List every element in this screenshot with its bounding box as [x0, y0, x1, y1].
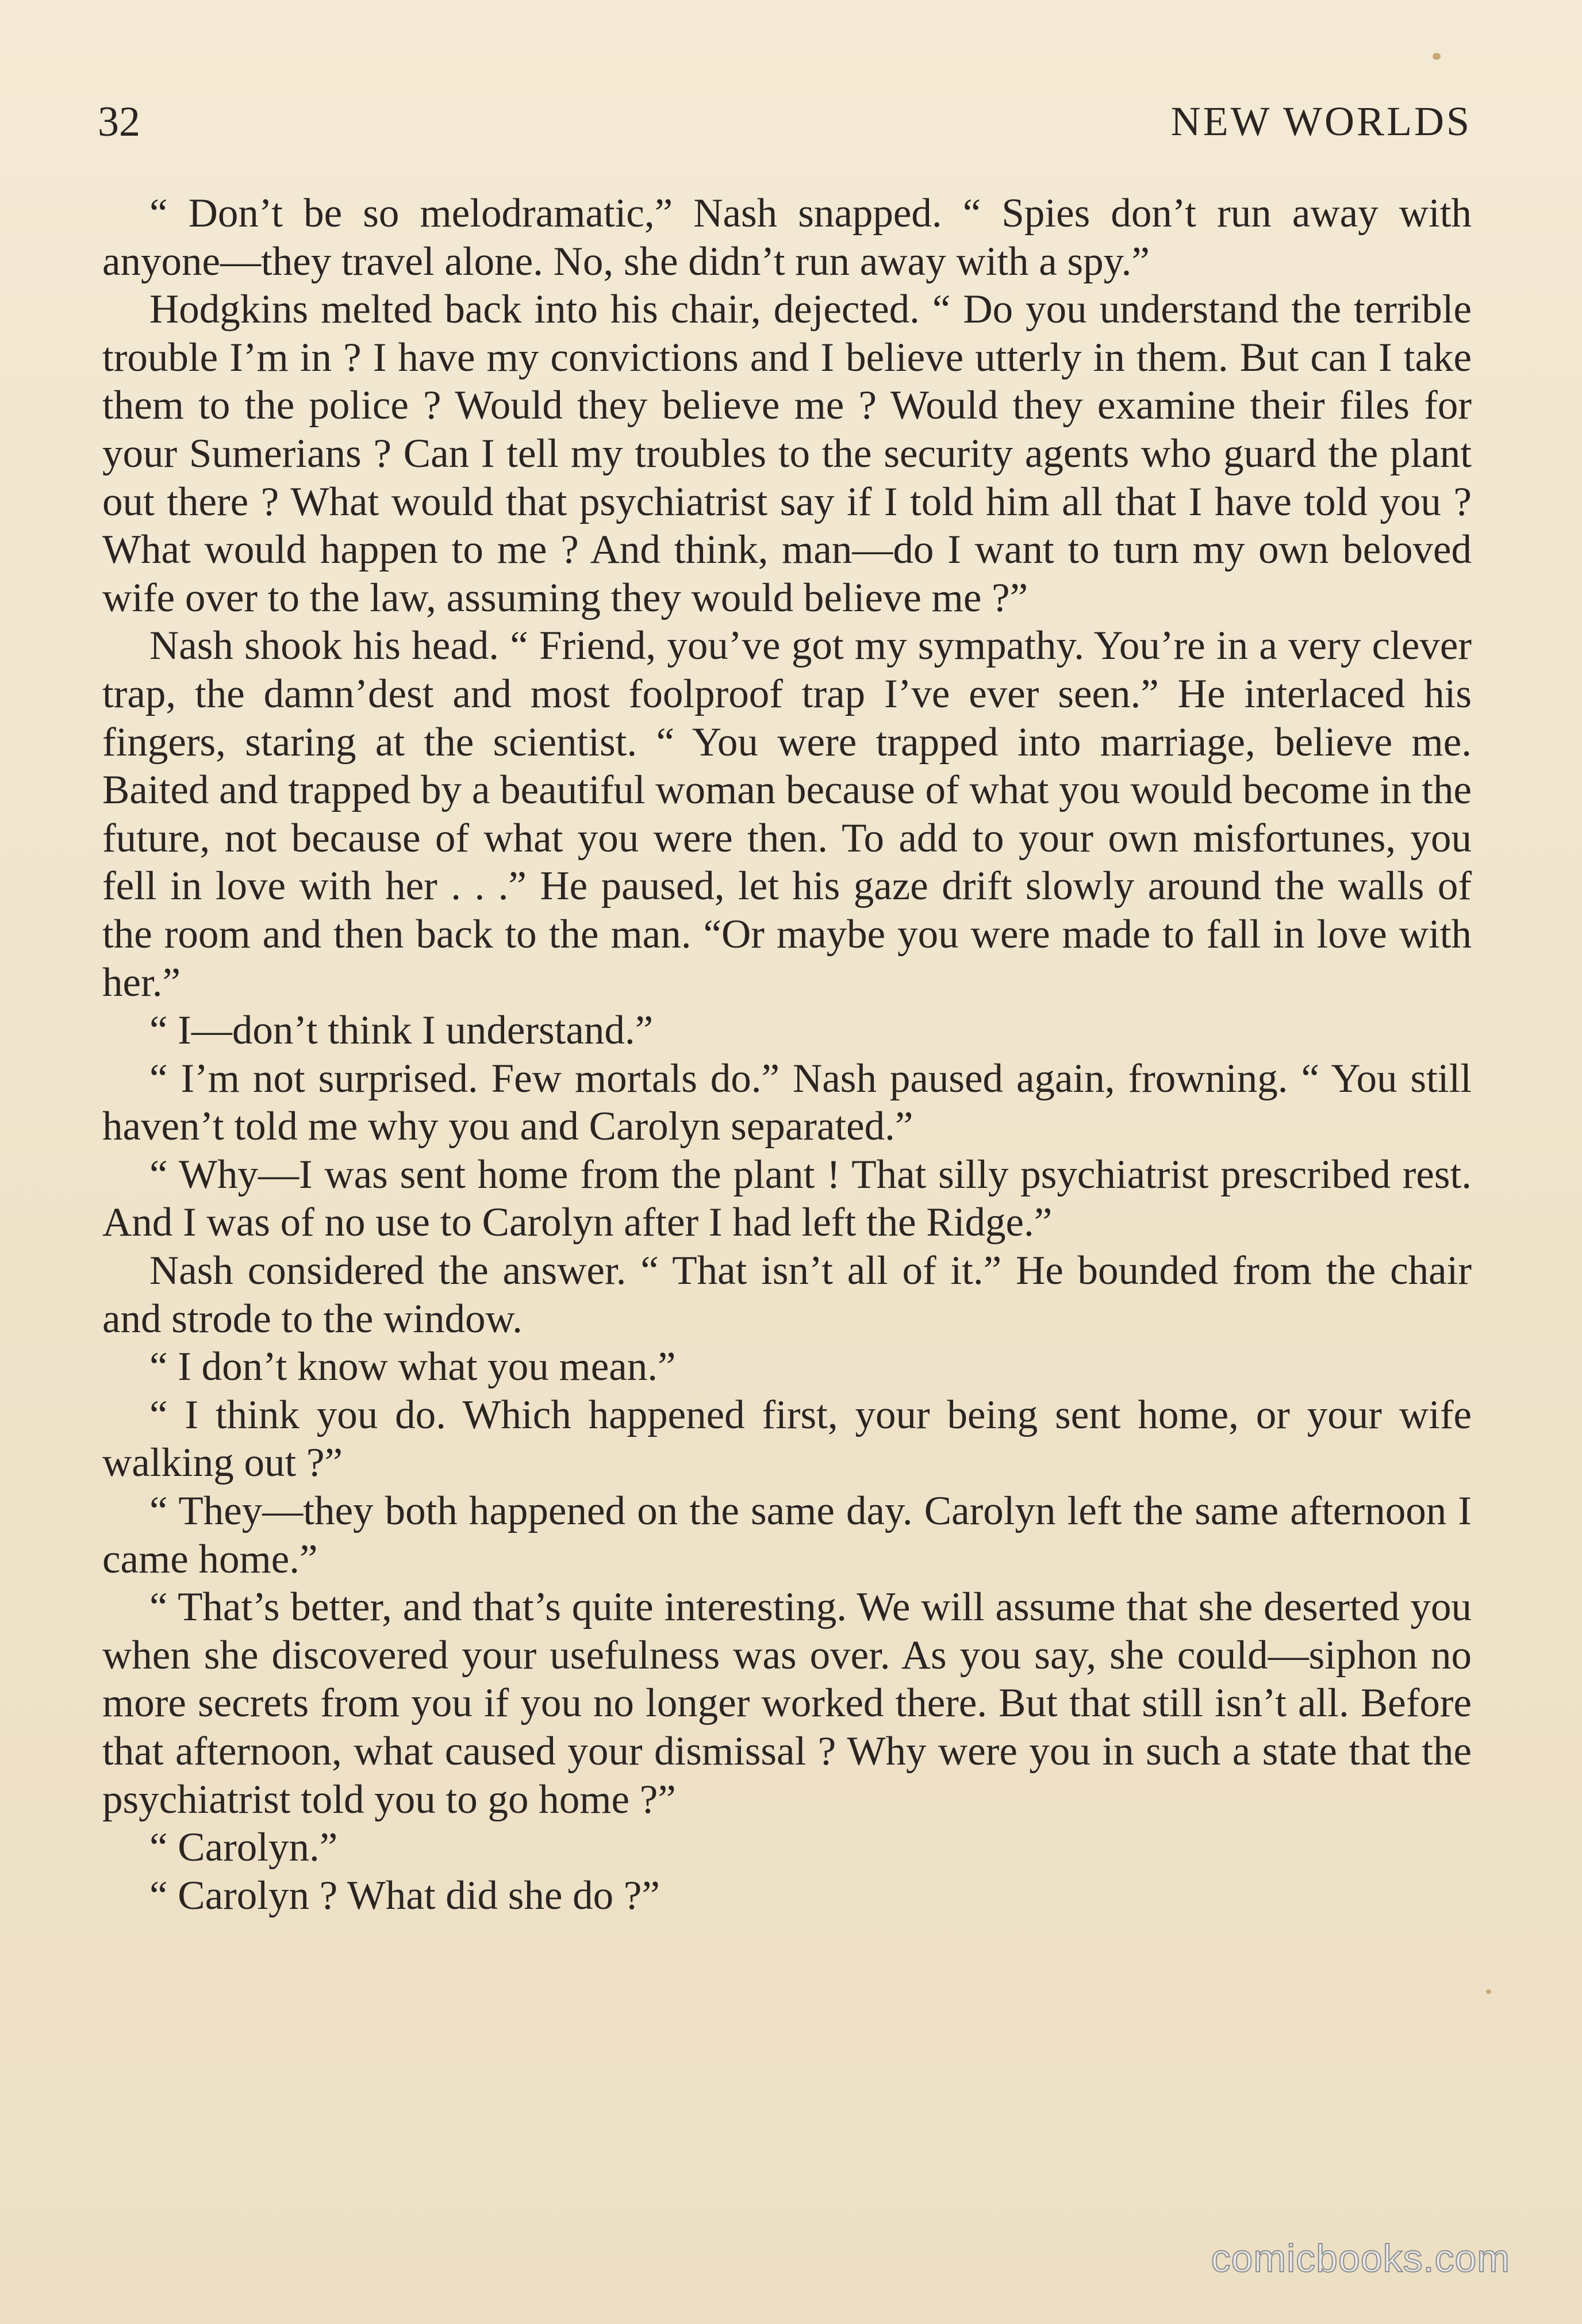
watermark: comicbooks.com: [1211, 2237, 1510, 2280]
paragraph: Nash considered the answer. “ That isn’t all of it.” He bounded from the chair and strode to the window.: [102, 1248, 1472, 1341]
page-number: 32: [98, 98, 140, 145]
paragraph: “ I don’t know what you mean.”: [149, 1344, 676, 1390]
paragraph: “ Don’t be so melodramatic,” Nash snapped. “ Spies don’t run away with anyone—they travel alone. No, she didn’t run away with a spy.”: [102, 191, 1472, 284]
paragraph: Nash shook his head. “ Friend, you’ve got my sympathy. You’re in a very clever trap, the damn’dest and most foolproof trap I’ve ever seen.” He interlaced his fingers, staring at the scientist. “ You were trapped into marriage, believe me. Baited and trapped by a beautiful woman because of what you would become in the future, not because of what you were then. To add to your own misfortunes, you fell in love with her . . .” He paused, let his gaze drift slowly around the walls of the room and then back to the man. “Or maybe you were made to fall in love with her.”: [102, 623, 1472, 1005]
paragraph: “ I think you do. Which happened first, your being sent home, or your wife walking out ?”: [102, 1392, 1472, 1486]
paragraph: “ I’m not surprised. Few mortals do.” Nash paused again, frowning. “ You still haven’t told me why you and Carolyn separated.”: [102, 1056, 1472, 1149]
paragraph: “ Carolyn ? What did she do ?”: [149, 1873, 660, 1918]
paragraph: “ That’s better, and that’s quite interesting. We will assume that she deserted you when she discovered your usefulness was over. As you say, she could—siphon no more secrets from you if you no longer worked there. But that still isn’t all. Before that afternoon, what caused your dismissal ? Why were you in such a state that the psychiatrist told you to go home ?”: [102, 1585, 1472, 1822]
paragraph: “ They—they both happened on the same day. Carolyn left the same afternoon I came home.”: [102, 1489, 1472, 1582]
paragraph: “ Carolyn.”: [149, 1825, 338, 1870]
paper-speck: [1433, 53, 1441, 60]
paper-speck: [1486, 1989, 1491, 1994]
story-text: [102, 190, 1472, 1920]
paragraph: Hodgkins melted back into his chair, dejected. “ Do you understand the terrible trouble I’m in ? I have my convictions and I believe utterly in them. But can I take them to the police ? Would they believe me ? Would they examine their files for your Sumerians ? Can I tell my troubles to the security agents who guard the plant out there ? What would that psychiatrist say if I told him all that I have told you ? What would happen to me ? And think, man—do I want to turn my own beloved wife over to the law, assuming they would believe me ?”: [102, 287, 1472, 620]
running-title: NEW WORLDS: [1170, 98, 1472, 144]
paragraph: “ I—don’t think I understand.”: [149, 1008, 654, 1053]
paragraph: “ Why—I was sent home from the plant ! That silly psychiatrist prescribed rest. And I was of no use to Carolyn after I had left the Ridge.”: [102, 1152, 1472, 1245]
